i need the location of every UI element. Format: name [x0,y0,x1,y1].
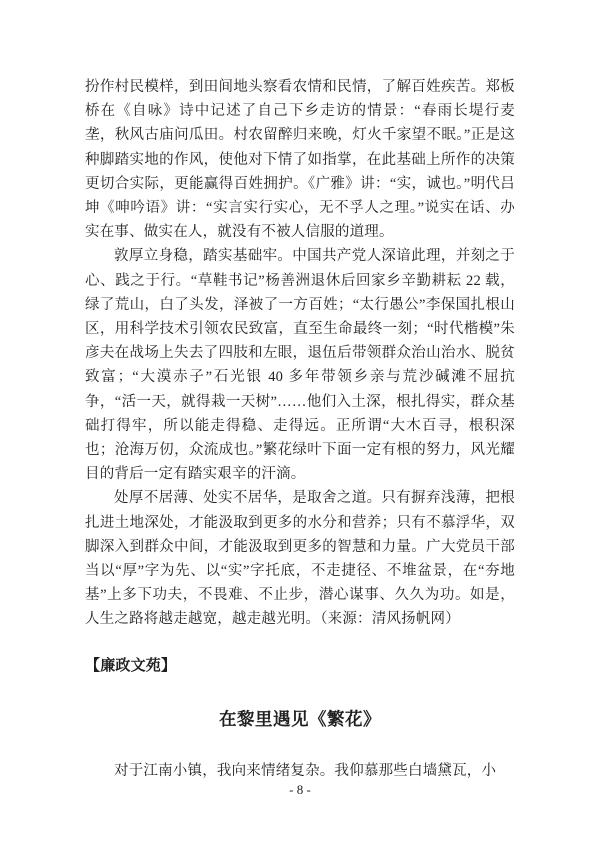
body-paragraph: 敦厚立身稳，踏实基础牢。中国共产党人深谙此理，并刻之于心、践之于行。“草鞋书记”杨善洲退休后回家乡辛勤耕耘 22 载，绿了荒山，白了头发，泽被了一方百姓；“太行愚公”李保国扎根山区，用科学技术引领农民致富，直至生命最终一刻；“时代楷模”朱彦夫在战场上失去了四肢和左眼，退伍后带领群众治山治水、脱贫致富；“大漠赤子”石光银 40 多年带领乡亲与荒沙碱滩不屈抗争，“活一天，就得栽一天树”……他们入土深，根扎得实，群众基础打得牢，所以能走得稳、走得远。正所谓“大木百寻，根积深也；沧海万仞，众流成也。”繁花绿叶下面一定有根的努力，风光耀目的背后一定有踏实艰辛的汗滴。 [85,248,515,483]
page-number: - 8 - [289,782,311,797]
body-paragraph: 处厚不居薄、处实不居华，是取舍之道。只有摒弃浅薄，把根扎进土地深处，才能汲取到更多的水分和营养；只有不慕浮华，双脚深入到群众中间，才能汲取到更多的智慧和力量。广大党员干部当以“厚”字为先、以“实”字托底，不走捷径、不堆盆景，在“夯地基”上多下功夫，不畏难、不止步，潜心谋事、久久为功。如是，人生之路将越走越宽，越走越光明。（来源：清风扬帆网） [85,490,515,628]
section-header: 【廉政文苑】 [85,657,177,674]
page-body [85,75,515,783]
body-paragraph: 扮作村民模样，到田间地头察看农情和民情，了解百姓疾苦。郑板桥在《自咏》诗中记述了自己下乡走访的情景：“春雨长堤行麦垄，秋风古庙问瓜田。村农留醉归来晚，灯火千家望不眠。”正是这种脚踏实地的作风，使他对下情了如指掌，在此基础上所作的决策更切合实际，更能赢得百姓拥护。《广雅》讲：“实，诚也。”明代吕坤《呻吟语》讲：“实言实行实心，无不孚人之理。”说实在话、办实在事、做实在人，就没有不被人信服的道理。 [85,79,515,241]
article-paragraph: 对于江南小镇，我向来情绪复杂。我仰慕那些白墙黛瓦，小 [114,762,497,779]
article-title: 在黎里遇见《繁花》 [219,708,381,729]
